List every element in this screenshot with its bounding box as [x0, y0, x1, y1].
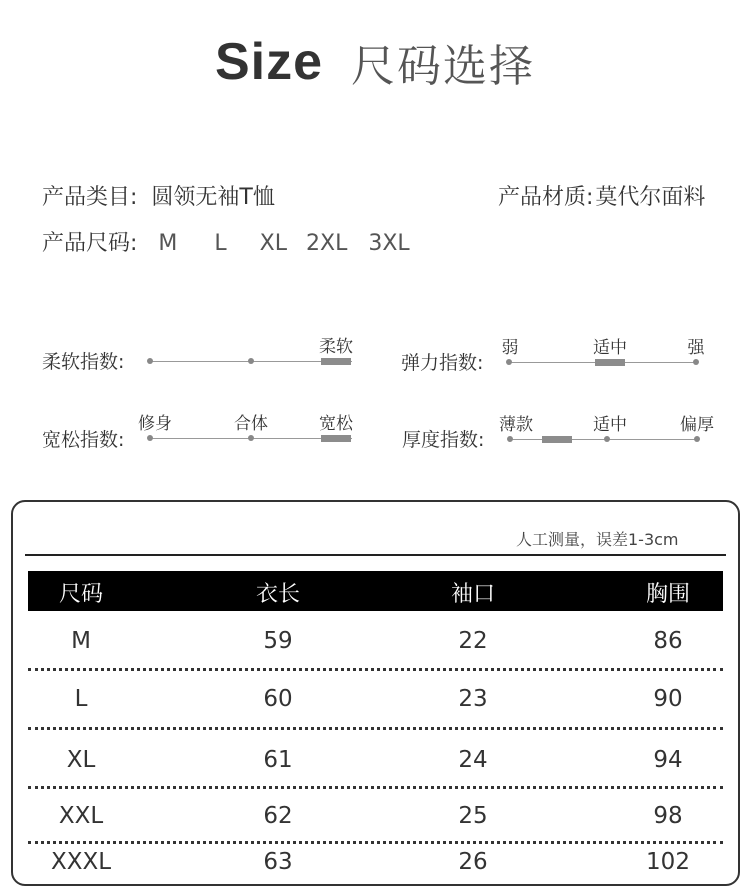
measurement-note: 人工测量，误差1-3cm: [516, 530, 679, 549]
cell-length: 61: [263, 747, 293, 773]
scale-tick-label: 适中: [593, 338, 627, 358]
cell-length: 63: [263, 849, 293, 875]
product-material: [498, 180, 705, 211]
cell-size: XXL: [58, 803, 104, 829]
table-top-rule: [25, 554, 726, 556]
size-option-l: L: [214, 231, 227, 256]
scale-dot: [147, 358, 153, 364]
cell-size: M: [71, 628, 91, 654]
cell-length: 60: [263, 686, 293, 712]
cell-size: XXXL: [50, 849, 112, 875]
page-title: [0, 30, 750, 94]
sizes-label: 产品尺码:: [42, 231, 138, 256]
cell-length: 59: [263, 628, 293, 654]
category-label: 产品类目:: [42, 185, 138, 210]
row-divider: [28, 668, 723, 671]
size-option-xl: XL: [259, 231, 287, 256]
cell-chest: 102: [646, 849, 690, 875]
scale-tick-label: 偏厚: [680, 415, 714, 435]
cell-size: XL: [66, 747, 96, 773]
scale-dot: [604, 436, 610, 442]
size-option-3xl: 3XL: [368, 231, 410, 256]
scale-selected-marker: [321, 358, 351, 365]
scale-tick-label: 修身: [138, 414, 172, 434]
scale-dot: [507, 436, 513, 442]
scale-dot: [147, 435, 153, 441]
product-sizes: [42, 226, 410, 257]
row-divider: [28, 727, 723, 730]
fit-label: 宽松指数:: [42, 429, 125, 451]
row-divider: [28, 841, 723, 844]
elasticity-label: 弹力指数:: [401, 352, 484, 374]
material-label: 产品材质:: [498, 185, 594, 210]
cell-cuff: 22: [458, 628, 488, 654]
row-divider: [28, 786, 723, 789]
scale-selected-marker: [542, 436, 572, 443]
scale-tick-label: 强: [687, 338, 705, 358]
size-option-2xl: 2XL: [306, 231, 348, 256]
thickness-label: 厚度指数:: [402, 429, 485, 451]
header-size: 尺码: [58, 582, 104, 607]
scale-tick-label: 柔软: [319, 337, 353, 357]
size-option-m: M: [158, 231, 178, 256]
softness-scale: [150, 334, 352, 374]
header-chest: 胸围: [645, 582, 691, 607]
scale-tick-label: 适中: [593, 415, 627, 435]
scale-tick-label: 弱: [501, 338, 519, 358]
cell-size: L: [74, 686, 88, 712]
header-cuff: 袖口: [450, 582, 496, 607]
elasticity-scale: [501, 335, 705, 375]
fit-scale: [138, 411, 353, 451]
cell-chest: 90: [653, 686, 683, 712]
title-chinese: 尺码选择: [351, 41, 536, 92]
scale-dot: [248, 435, 254, 441]
cell-chest: 86: [653, 628, 683, 654]
scale-dot: [693, 359, 699, 365]
cell-length: 62: [263, 803, 293, 829]
material-value: 莫代尔面料: [595, 185, 706, 210]
scale-tick-label: 宽松: [319, 414, 353, 434]
scale-selected-marker: [321, 435, 351, 442]
scale-tick-label: 合体: [234, 414, 268, 434]
size-table-frame: [11, 500, 740, 886]
cell-cuff: 24: [458, 747, 488, 773]
scale-dot: [248, 358, 254, 364]
scale-dot: [506, 359, 512, 365]
scale-selected-marker: [595, 359, 625, 366]
cell-chest: 98: [653, 803, 683, 829]
softness-label: 柔软指数:: [42, 351, 125, 373]
cell-cuff: 25: [458, 803, 488, 829]
scale-dot: [694, 436, 700, 442]
cell-chest: 94: [653, 747, 683, 773]
category-value: 圆领无袖T恤: [151, 185, 275, 210]
scale-tick-label: 薄款: [499, 415, 533, 435]
title-english: Size: [214, 33, 324, 91]
thickness-scale: [499, 412, 714, 452]
cell-cuff: 23: [458, 686, 488, 712]
product-category: [42, 180, 275, 211]
table-header: [28, 571, 723, 611]
cell-cuff: 26: [458, 849, 488, 875]
header-length: 衣长: [255, 582, 301, 607]
